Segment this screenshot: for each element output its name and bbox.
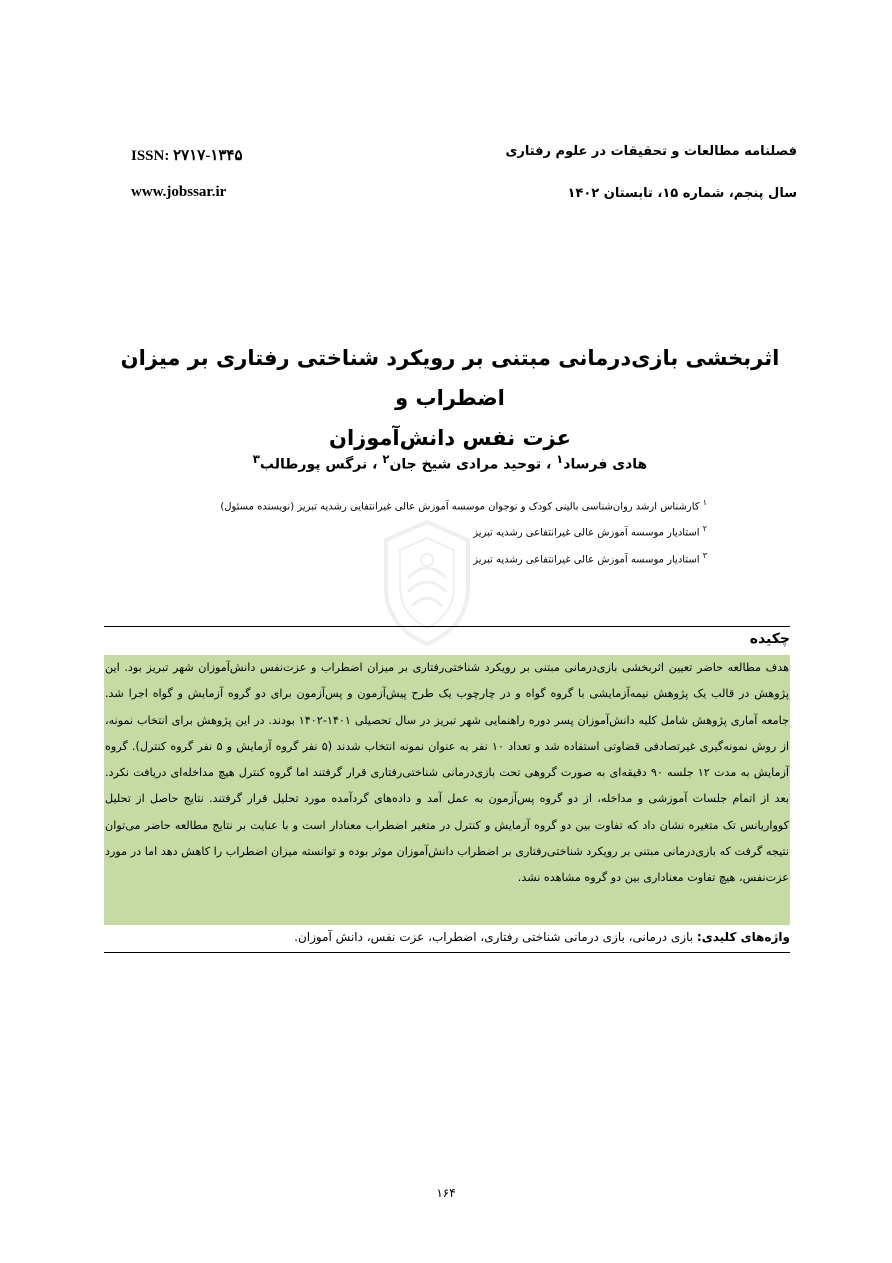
keywords-label: واژه‌های کلیدی:	[696, 930, 790, 944]
abstract-top-rule	[104, 626, 790, 627]
issn: ISSN: ۲۷۱۷-۱۳۴۵	[131, 148, 243, 164]
abstract-text: هدف مطالعه حاضر تعیین اثربخشی بازی‌درمانی مبتنی بر رویکرد شناختی‌رفتاری بر میزان اضطراب و عزت‌نفس دانش‌آموزان شهر تبریز بود. این پژوهش در قالب یک پژوهش نیمه‌آزمایشی با گروه گواه و در چارچوب یک طرح پیش‌آزمون و پس‌آزمون برای دو گروه آزمایش و گواه اجرا شد. جامعه آماری پژوهش شامل کلیه دانش‌آموزان پسر دوره راهنمایی شهر تبریز در سال تحصیلی ۱۴۰۱-۱۴۰۲ بودند. در این پژوهش برای انتخاب نمونه، از روش نمونه‌گیری غیرتصادفی قضاوتی استفاده شد و تعداد ۱۰ نفر به عنوان نمونه انتخاب شدند (۵ نفر گروه آزمایش و ۵ نفر گروه کنترل). گروه آزمایش به مدت ۱۲ جلسه ۹۰ دقیقه‌ای به صورت گروهی تحت بازی‌درمانی شناختی‌رفتاری قرار گرفتند اما گروه کنترل هیچ مداخله‌ای دریافت نکرد. بعد از اتمام جلسات آموزشی و مداخله، از دو گروه پس‌آزمون به عمل آمد و داده‌های گردآمده مورد تحلیل قرار گرفتند. نتایج حاصل از تحلیل کوواریانس تک متغیره نشان داد که تفاوت بین دو گروه آزمایش و کنترل در متغیر اضطراب معنادار است و با عنایت بر نتایج مطالعه حاضر می‌توان نتیجه گرفت که بازی‌درمانی مبتنی بر رویکرد شناختی‌رفتاری بر اضطراب دانش‌آموزان موثر بوده و توانسته میزان اضطراب را کاهش دهد اما در مورد عزت‌نفس، هیچ تفاوت معناداری بین دو گروه مشاهده نشد.	[104, 655, 790, 925]
affiliation-text: استادیار موسسه آموزش عالی غیرانتفاعی رشدیه تبریز	[473, 527, 700, 539]
keywords-text: بازی درمانی، بازی درمانی شناختی رفتاری، اضطراب، عزت نفس، دانش آموزان.	[294, 930, 694, 944]
page-number: ۱۶۴	[436, 1186, 456, 1200]
affiliation-num: ۲	[702, 524, 707, 534]
paper-title	[80, 338, 820, 458]
author-3: نرگس پورطالب	[259, 456, 368, 473]
website: www.jobssar.ir	[131, 184, 227, 200]
affiliation-text: استادیار موسسه آموزش عالی غیرانتفاعی رشدیه تبریز	[473, 553, 700, 565]
author-3-sup: ۳	[252, 452, 260, 466]
author-2: توحید مرادی شیخ جان	[389, 456, 542, 473]
emblem-watermark-icon	[372, 518, 482, 648]
keywords	[294, 930, 790, 944]
affiliation-1	[220, 492, 707, 518]
issue-info: سال پنجم، شماره ۱۵، تابستان ۱۴۰۲	[567, 186, 797, 201]
author-separator: ،	[372, 456, 378, 473]
abstract-heading: چکیده	[749, 631, 790, 647]
authors	[80, 452, 820, 473]
affiliation-num: ۳	[702, 550, 707, 560]
affiliation-num: ۱	[702, 498, 707, 507]
journal-name: فصلنامه مطالعات و تحقیقات در علوم رفتاری	[505, 144, 797, 159]
author-1-sup: ۱	[556, 452, 564, 466]
author-1: هادی فرساد	[563, 456, 648, 473]
abstract-bottom-rule	[104, 952, 790, 953]
title-line-2: عزت نفس دانش‌آموزان	[329, 426, 571, 450]
affiliation-text: کارشناس ارشد روان‌شناسی بالینی کودک و نوجوان موسسه آموزش عالی غیرانتفایی رشدیه تبریز (نویسنده مسئول)	[220, 501, 700, 513]
author-separator: ،	[545, 456, 552, 473]
author-2-sup: ۲	[382, 452, 390, 466]
title-line-1: اثربخشی بازی‌درمانی مبتنی بر رویکرد شناختی رفتاری بر میزان اضطراب و	[120, 346, 780, 410]
